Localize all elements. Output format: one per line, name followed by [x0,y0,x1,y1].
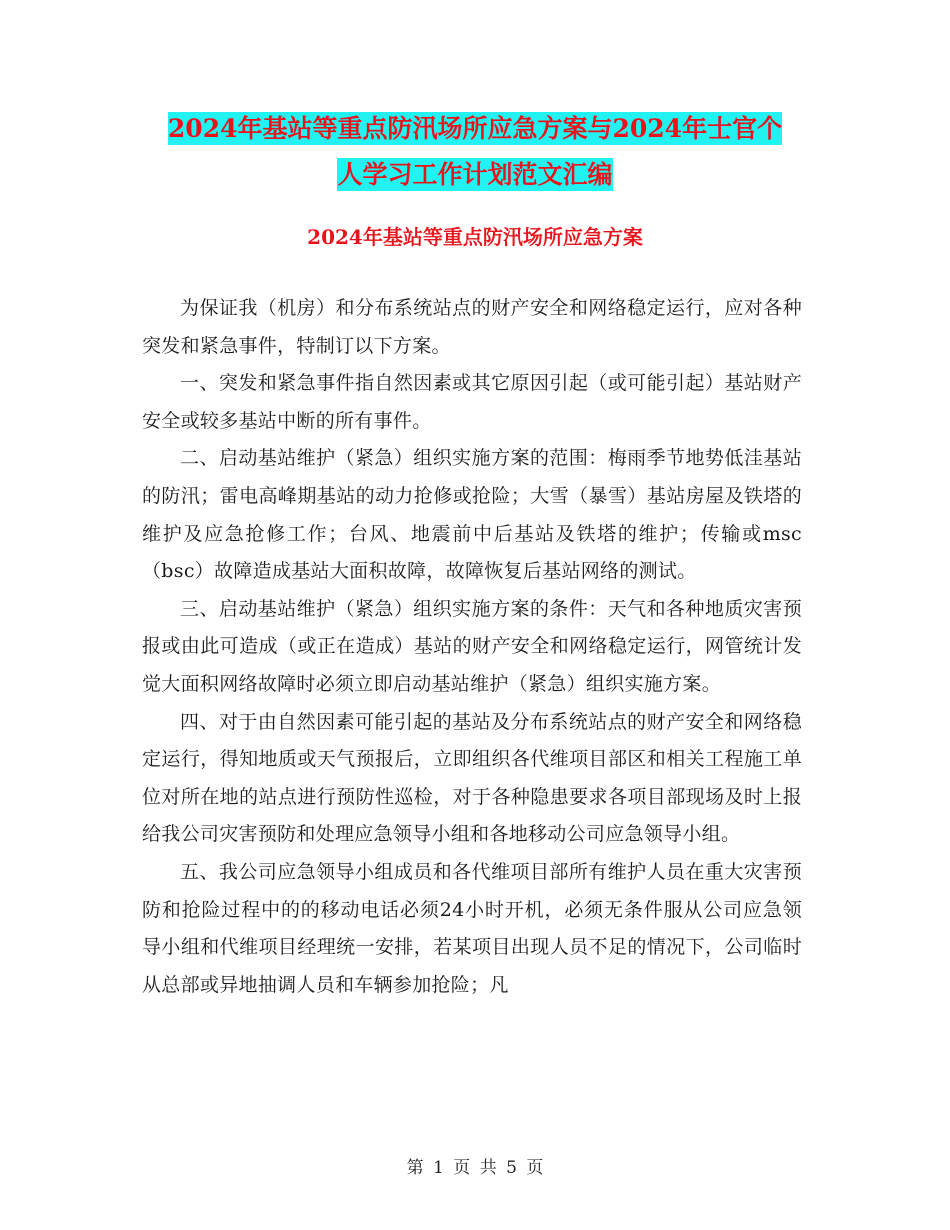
paragraph-5: 五、我公司应急领导小组成员和各代维项目部所有维护人员在重大灾害预防和抢险过程中的的移动电话必须24小时开机，必须无条件服从公司应急领导小组和代维项目经理统一安排，若某项目出现人员不足的情况下，公司临时从总部或异地抽调人员和车辆参加抢险；凡 [142,860,802,996]
document-title [0,106,950,198]
paragraph-intro: 为保证我（机房）和分布系统站点的财产安全和网络稳定运行，应对各种突发和紧急事件，特制订以下方案。 [142,297,802,357]
paragraph-2: 二、启动基站维护（紧急）组织实施方案的范围：梅雨季节地势低洼基站的防汛；雷电高峰期基站的动力抢修或抢险；大雪（暴雪）基站房屋及铁塔的维护及应急抢修工作；台风、地震前中后基站及铁塔的维护；传输或msc（bsc）故障造成基站大面积故障，故障恢复后基站网络的测试。 [142,447,802,583]
section-title: 2024年基站等重点防汛场所应急方案 [307,225,643,249]
page-footer: 第 1 页 共 5 页 [406,1158,544,1178]
paragraph-3: 三、启动基站维护（紧急）组织实施方案的条件：天气和各种地质灾害预报或由此可造成（或正在造成）基站的财产安全和网络稳定运行，网管统计发觉大面积网络故障时必须立即启动基站维护（紧急）组织实施方案。 [142,597,802,695]
document-body [142,290,802,1004]
document-title-line-1: 2024年基站等重点防汛场所应急方案与2024年士官个 [167,114,783,143]
paragraph-1: 一、突发和紧急事件指自然因素或其它原因引起（或可能引起）基站财产安全或较多基站中断的所有事件。 [142,372,802,432]
document-title-line-2: 人学习工作计划范文汇编 [337,160,613,189]
paragraph-4: 四、对于由自然因素可能引起的基站及分布系统站点的财产安全和网络稳定运行，得知地质或天气预报后，立即组织各代维项目部区和相关工程施工单位对所在地的站点进行预防性巡检，对于各种隐患要求各项目部现场及时上报给我公司灾害预防和处理应急领导小组和各地移动公司应急领导小组。 [142,710,802,846]
